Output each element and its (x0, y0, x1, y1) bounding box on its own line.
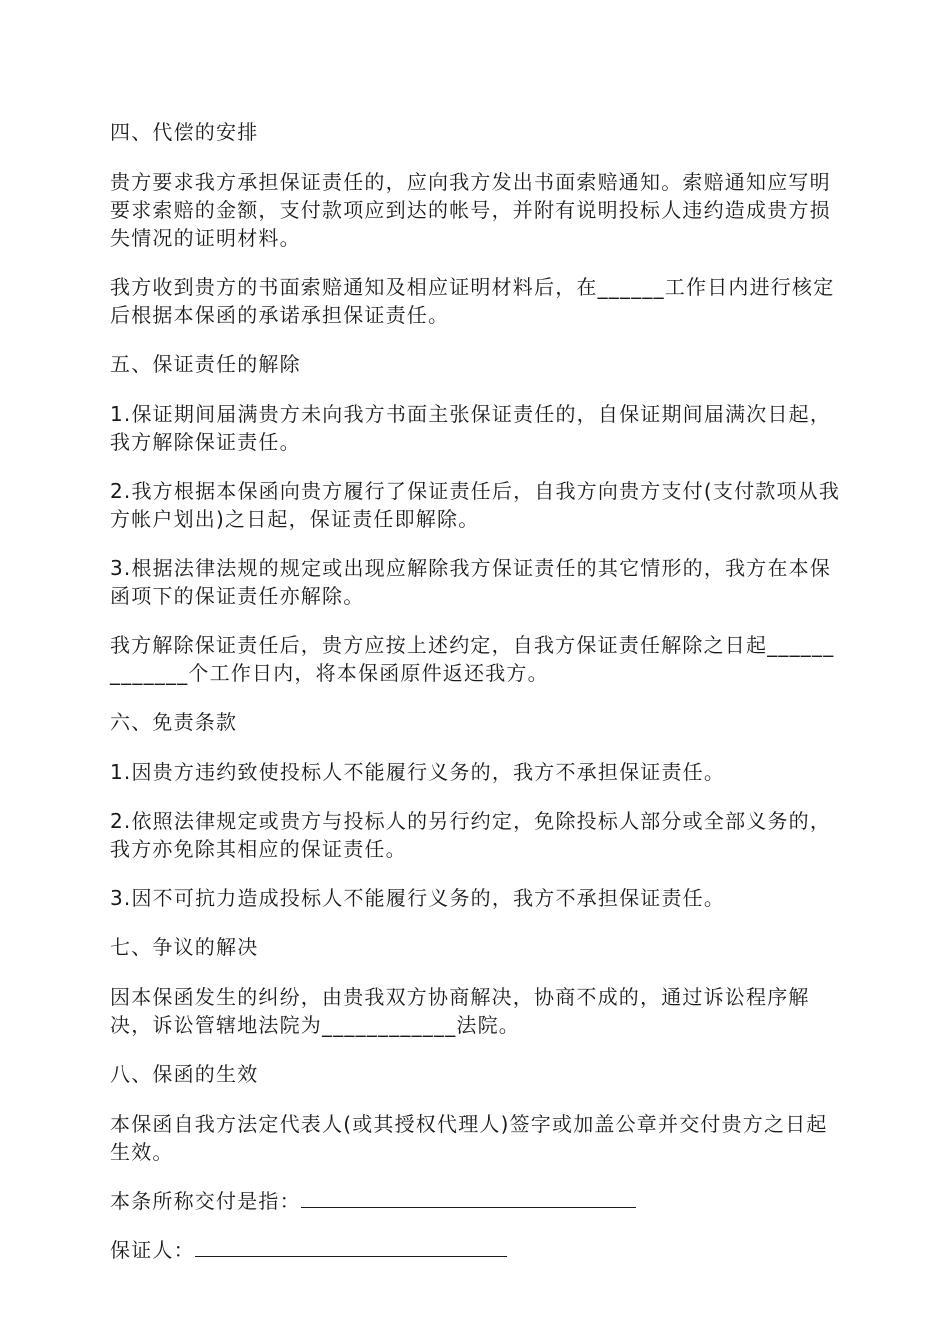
section-7-paragraph-1: 因本保函发生的纠纷，由贵我双方协商解决，协商不成的，通过诉讼程序解决，诉讼管辖地法院为____________法院。 (110, 985, 810, 1037)
delivery-label: 本条所称交付是指： (110, 1189, 301, 1213)
section-6-item-3: 3.因不可抗力造成投标人不能履行义务的，我方不承担保证责任。 (110, 886, 726, 910)
section-6-item-1: 1.因贵方违约致使投标人不能履行义务的，我方不承担保证责任。 (110, 760, 726, 784)
section-6-title: 六、免责条款 (110, 710, 238, 734)
section-5-title: 五、保证责任的解除 (110, 352, 301, 376)
section-5-paragraph-4: 我方解除保证责任后，贵方应按上述约定，自我方保证责任解除之日起_____________个工作日内，将本保函原件返还我方。 (110, 633, 835, 685)
section-4-title: 四、代偿的安排 (110, 120, 259, 144)
section-7-title: 七、争议的解决 (110, 935, 259, 959)
section-4-paragraph-1: 贵方要求我方承担保证责任的，应向我方发出书面索赔通知。索赔通知应写明要求索赔的金额，支付款项应到达的帐号，并附有说明投标人违约造成贵方损失情况的证明材料。 (110, 170, 831, 250)
guarantor-blank-field (195, 1236, 507, 1257)
guarantor-label: 保证人： (110, 1238, 195, 1262)
delivery-line (110, 1187, 845, 1215)
delivery-blank-field (301, 1187, 636, 1208)
section-8-title: 八、保函的生效 (110, 1062, 259, 1086)
section-8-paragraph-1: 本保函自我方法定代表人(或其授权代理人)签字或加盖公章并交付贵方之日起生效。 (110, 1112, 828, 1164)
section-6-item-2: 2.依照法律规定或贵方与投标人的另行约定，免除投标人部分或全部义务的，我方亦免除其相应的保证责任。 (110, 809, 832, 861)
document-page (110, 118, 845, 1285)
section-5-item-2: 2.我方根据本保函向贵方履行了保证责任后，自我方向贵方支付(支付款项从我方帐户划出)之日起，保证责任即解除。 (110, 479, 841, 531)
section-5-item-1: 1.保证期间届满贵方未向我方书面主张保证责任的，自保证期间届满次日起，我方解除保证责任。 (110, 402, 832, 454)
guarantor-line (110, 1236, 845, 1264)
section-4-paragraph-2: 我方收到贵方的书面索赔通知及相应证明材料后，在______工作日内进行核定后根据本保函的承诺承担保证责任。 (110, 275, 835, 327)
section-5-item-3: 3.根据法律法规的规定或出现应解除我方保证责任的其它情形的，我方在本保函项下的保证责任亦解除。 (110, 556, 832, 608)
